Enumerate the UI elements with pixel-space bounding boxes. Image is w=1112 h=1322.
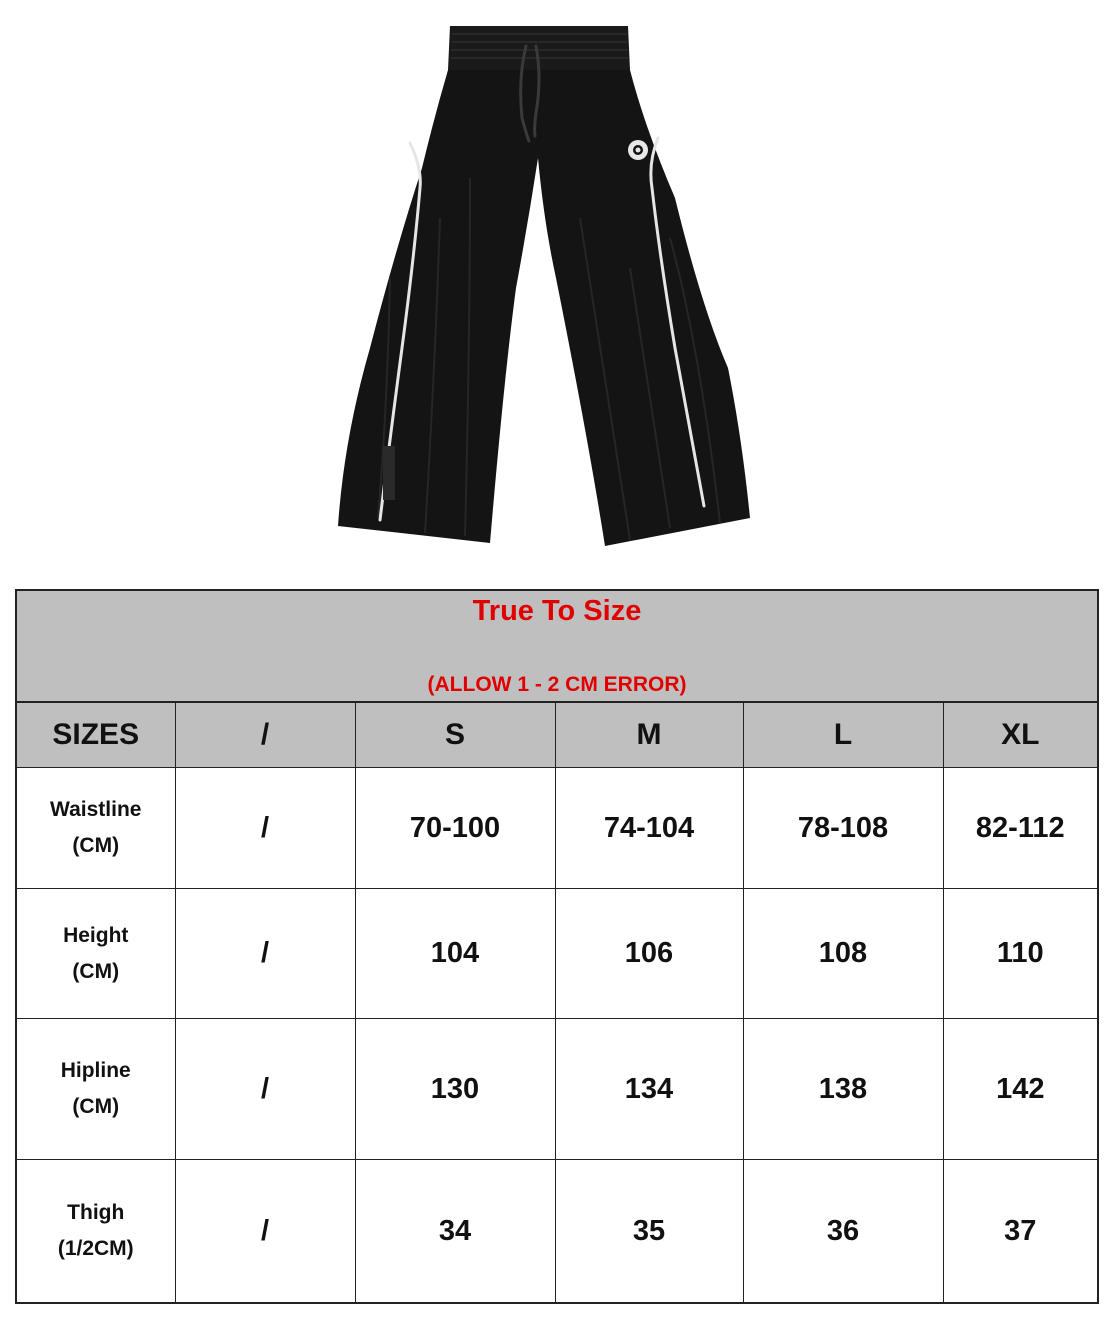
cell-value: 106 xyxy=(555,889,743,1019)
chart-subtitle: (ALLOW 1 - 2 CM ERROR) xyxy=(427,673,687,696)
header-size-xl: XL xyxy=(943,702,1098,768)
table-row xyxy=(16,1160,1098,1304)
header-size-m: M xyxy=(555,702,743,768)
table-row xyxy=(16,1019,1098,1160)
row-label-unit: (1/2CM) xyxy=(57,1237,134,1260)
row-label-unit: (CM) xyxy=(72,1095,120,1118)
row-label-text: Waistline xyxy=(50,798,142,821)
header-sizes: SIZES xyxy=(16,702,175,768)
cell-value: 142 xyxy=(943,1019,1098,1160)
cell-value: 70-100 xyxy=(355,768,555,889)
cell-value: 134 xyxy=(555,1019,743,1160)
product-photo xyxy=(330,18,760,553)
row-label-waistline xyxy=(16,768,175,889)
row-label-text: Height xyxy=(63,923,129,947)
size-chart-table xyxy=(15,589,1099,1304)
cell-value: 35 xyxy=(555,1160,743,1304)
row-label-unit: (CM) xyxy=(72,834,120,857)
cell-value: 108 xyxy=(743,889,943,1019)
table-row xyxy=(16,889,1098,1019)
row-separator: / xyxy=(175,1160,355,1304)
row-separator: / xyxy=(175,889,355,1019)
row-label-unit: (CM) xyxy=(72,959,120,983)
cell-value: 74-104 xyxy=(555,768,743,889)
cell-value: 130 xyxy=(355,1019,555,1160)
cell-value: 37 xyxy=(943,1160,1098,1304)
title-banner xyxy=(16,590,1098,702)
row-label-height xyxy=(16,889,175,1019)
row-label-hipline xyxy=(16,1019,175,1160)
row-label-text: Thigh xyxy=(67,1201,125,1224)
logo-emblem-icon xyxy=(628,140,648,160)
cell-value: 36 xyxy=(743,1160,943,1304)
cell-value: 104 xyxy=(355,889,555,1019)
row-separator: / xyxy=(175,1019,355,1160)
header-size-s: S xyxy=(355,702,555,768)
header-row xyxy=(16,702,1098,768)
header-separator: / xyxy=(175,702,355,768)
cell-value: 82-112 xyxy=(943,768,1098,889)
header-size-l: L xyxy=(743,702,943,768)
table-row xyxy=(16,768,1098,889)
cell-value: 78-108 xyxy=(743,768,943,889)
cell-value: 110 xyxy=(943,889,1098,1019)
cell-value: 34 xyxy=(355,1160,555,1304)
chart-title: True To Size xyxy=(472,595,642,627)
cell-value: 138 xyxy=(743,1019,943,1160)
pants-icon xyxy=(330,18,760,553)
row-label-thigh xyxy=(16,1160,175,1304)
row-separator: / xyxy=(175,768,355,889)
row-label-text: Hipline xyxy=(60,1059,131,1082)
